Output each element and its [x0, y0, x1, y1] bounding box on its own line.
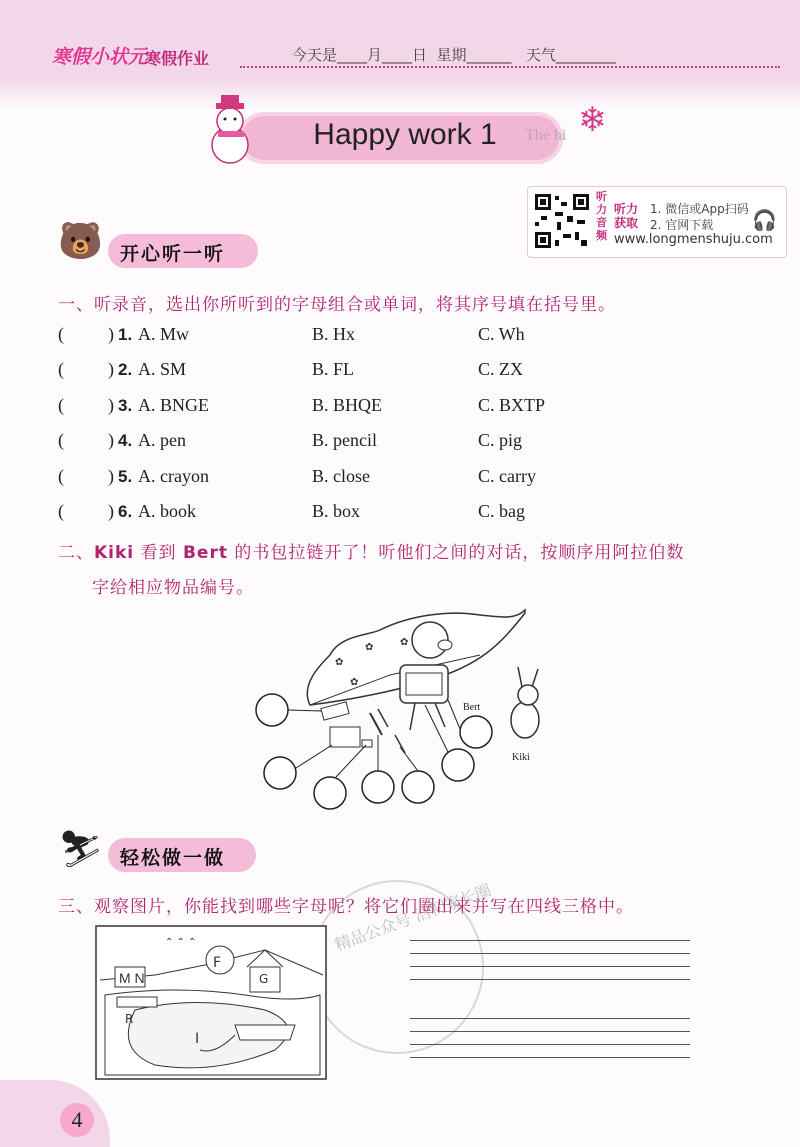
grid-line: [410, 953, 690, 954]
answer-paren-open[interactable]: (: [58, 466, 64, 486]
grid-line: [410, 966, 690, 967]
item-number: 2.: [118, 360, 133, 379]
svg-text:✿: ✿: [400, 637, 409, 648]
answer-paren-open[interactable]: (: [58, 359, 64, 379]
svg-text:✿: ✿: [365, 642, 374, 653]
label-bert: Bert: [463, 702, 481, 713]
bear-mascot-icon: 🐻: [58, 221, 103, 262]
section-title-do: 轻松做一做: [120, 847, 226, 869]
answer-paren-close[interactable]: ): [108, 430, 114, 450]
snowflake-icon: ❄: [578, 100, 607, 140]
answer-paren-close[interactable]: ): [108, 466, 114, 486]
brand-subtitle: 寒假作业: [145, 49, 210, 68]
option-a: A. pen: [138, 430, 186, 450]
option-c: C. BXTP: [478, 395, 546, 415]
qr-step-2: 2. 官网下载: [650, 218, 714, 232]
qr-step-1: 1. 微信或App扫码: [650, 202, 749, 216]
item-number: 1.: [118, 325, 133, 344]
q1-row-2: [58, 359, 698, 385]
q1-row-5: [58, 466, 698, 492]
section-title-listen: 开心听一听: [120, 243, 226, 265]
answer-paren-open[interactable]: (: [58, 501, 64, 521]
answer-paren-close[interactable]: ): [108, 359, 114, 379]
skier-mascot-icon: ⛷: [58, 829, 104, 870]
option-a: A. book: [138, 501, 196, 521]
answer-paren-close[interactable]: ): [108, 324, 114, 344]
answer-circle[interactable]: [256, 694, 288, 726]
page-corner-tab: [0, 1080, 110, 1147]
q1-row-6: [58, 501, 698, 527]
svg-text:R: R: [125, 1012, 134, 1026]
svg-text:M N: M N: [119, 970, 145, 986]
svg-text:⌃ ⌃ ⌃: ⌃ ⌃ ⌃: [165, 937, 197, 948]
date-weather-line: 今天是____月____日 星期______ 天气________: [292, 46, 616, 64]
q2-name-bert: Bert: [182, 543, 228, 563]
bert-backpack-illustration: [250, 605, 560, 815]
item-number: 3.: [118, 396, 133, 415]
qr-website-link[interactable]: www.longmenshuju.com: [614, 232, 773, 247]
q2-prefix: 二、: [58, 543, 94, 563]
qr-side-label: 听力音频: [596, 190, 607, 242]
option-c: C. ZX: [478, 359, 523, 379]
option-c: C. bag: [478, 501, 525, 521]
answer-circle[interactable]: [362, 771, 394, 803]
qr-get-label: 听力获取: [614, 202, 639, 230]
page-title: Happy work 1: [313, 118, 497, 151]
svg-text:F: F: [213, 955, 222, 971]
option-c: C. pig: [478, 430, 523, 450]
option-b: B. BHQE: [312, 395, 383, 415]
grid-line: [410, 1057, 690, 1058]
item-number: 5.: [118, 467, 133, 486]
q2-instruction: [58, 538, 684, 563]
q2-text-1: 看到: [134, 543, 183, 563]
answer-paren-open[interactable]: (: [58, 430, 64, 450]
option-b: B. Hx: [312, 324, 356, 344]
brand-logo: 寒假小状元: [52, 46, 148, 68]
park-scene-picture: [95, 925, 327, 1080]
q1-row-3: [58, 395, 698, 421]
svg-text:✿: ✿: [335, 657, 344, 668]
option-a: A. SM: [138, 359, 187, 379]
grid-line: [410, 940, 690, 941]
option-a: A. Mw: [138, 324, 190, 344]
answer-circle[interactable]: [314, 777, 346, 809]
answer-paren-close[interactable]: ): [108, 501, 114, 521]
answer-circle[interactable]: [442, 749, 474, 781]
option-c: C. Wh: [478, 324, 525, 344]
option-b: B. FL: [312, 359, 355, 379]
dotted-divider: [240, 66, 780, 68]
svg-text:I: I: [195, 1031, 200, 1047]
q2-name-kiki: Kiki: [94, 543, 135, 563]
svg-text:✿: ✿: [350, 677, 359, 688]
answer-circle[interactable]: [460, 716, 492, 748]
option-c: C. carry: [478, 466, 536, 486]
answer-circle[interactable]: [264, 757, 296, 789]
grid-line: [410, 1031, 690, 1032]
option-b: B. pencil: [312, 430, 377, 450]
q2-instruction-line2: 字给相应物品编号。: [92, 578, 254, 598]
qr-code-icon[interactable]: [533, 192, 591, 250]
option-b: B. box: [312, 501, 361, 521]
answer-paren-open[interactable]: (: [58, 395, 64, 415]
label-kiki: Kiki: [512, 752, 530, 763]
q1-row-1: [58, 324, 698, 350]
item-number: 4.: [118, 431, 133, 450]
item-number: 6.: [118, 502, 133, 521]
q2-text-2: 的书包拉链开了！听他们之间的对话，按顺序用阿拉伯数: [227, 543, 685, 563]
option-a: A. BNGE: [138, 395, 209, 415]
grid-line: [410, 1044, 690, 1045]
page-number: 4: [60, 1103, 94, 1137]
q3-instruction: 三、观察图片，你能找到哪些字母呢？将它们圈出来并写在四线三格中。: [58, 897, 634, 917]
snowman-icon: [200, 95, 260, 165]
q1-row-4: [58, 430, 698, 456]
option-b: B. close: [312, 466, 370, 486]
q1-instruction: 一、听录音，选出你所听到的字母组合或单词，将其序号填在括号里。: [58, 295, 616, 315]
title-ghost-text: The hi: [525, 127, 567, 144]
answer-paren-close[interactable]: ): [108, 395, 114, 415]
grid-line: [410, 979, 690, 980]
answer-paren-open[interactable]: (: [58, 324, 64, 344]
answer-circle[interactable]: [402, 771, 434, 803]
grid-line: [410, 1018, 690, 1019]
svg-text:G: G: [259, 972, 269, 986]
option-a: A. crayon: [138, 466, 209, 486]
header-fade: [0, 78, 800, 108]
headphone-icon: 🎧: [752, 208, 777, 232]
watermark-text: 精品公众号 浩初家长圈: [332, 880, 494, 955]
